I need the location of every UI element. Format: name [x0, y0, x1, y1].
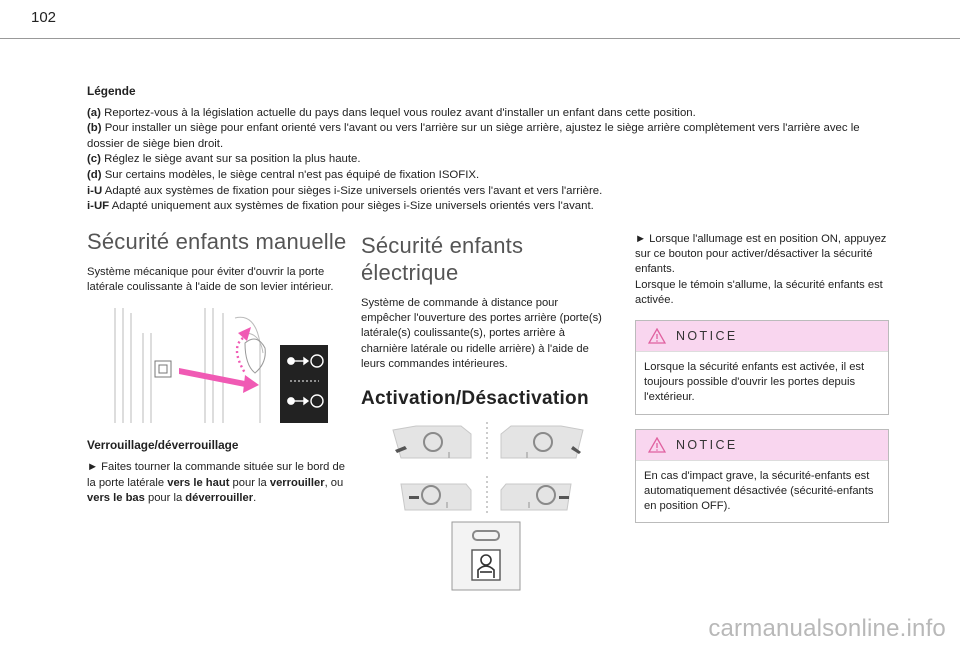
legend-row-c	[87, 152, 887, 168]
header-divider	[0, 38, 960, 39]
instr-mid2: , ou	[324, 476, 344, 489]
legend-title: Légende	[87, 84, 136, 98]
notice-header	[636, 430, 888, 461]
notice-text: Lorsque la sécurité enfants est activée, il est toujours possible d'ouvrir les portes depuis l'extérieur.	[644, 361, 865, 404]
instr-unlock: déverrouiller	[185, 491, 254, 504]
manual-lock-title: Sécurité enfants manuelle	[87, 229, 347, 254]
legend-text: Pour installer un siège pour enfant orienté vers l'avant ou vers l'arrière sur un siège arrière, ajustez le siège arrière complètement vers l'arrière avec le dossier de siège bien droit.	[87, 122, 860, 150]
electric-lock-title	[361, 232, 606, 286]
electric-title-line1: Sécurité enfants	[361, 233, 524, 258]
legend-text: Reportez-vous à la législation actuelle du pays dans lequel vous roulez avant d'installer un enfant dans cette position.	[100, 106, 696, 119]
button-instruction: ► Lorsque l'allumage est en position ON, appuyez sur ce bouton pour activer/désactiver la sécurité enfants.	[635, 233, 887, 276]
legend-text: Réglez le siège avant sur sa position la plus haute.	[100, 153, 361, 166]
legend-row-b	[87, 121, 887, 152]
instr-down: vers le bas	[87, 491, 145, 504]
manual-lock-intro: Système mécanique pour éviter d'ouvrir la porte latérale coulissante à l'aide de son levier intérieur.	[87, 266, 334, 294]
notice-label: NOTICE	[676, 437, 738, 452]
legend-key: (c)	[87, 153, 101, 166]
legend-key: i-UF	[87, 200, 110, 213]
legend-text: Adapté aux systèmes de fixation pour sièges i-Size universels orientés vers l'avant et vers l'arrière.	[102, 184, 603, 197]
instr-up: vers le haut	[167, 476, 230, 489]
legend-key: (a)	[87, 106, 101, 119]
instr-mid3: pour la	[144, 491, 186, 504]
warning-triangle-icon	[648, 328, 666, 344]
notice-text: En cas d'impact grave, la sécurité-enfants est automatiquement désactivée (sécurité-enfants en position OFF).	[644, 469, 874, 513]
lock-unlock-subtitle: Verrouillage/déverrouillage	[87, 438, 239, 453]
electric-title-line2: électrique	[361, 260, 459, 285]
legend-row-d	[87, 168, 887, 184]
notice-box-2	[635, 429, 889, 524]
instr-lock: verrouiller	[269, 476, 325, 489]
instr-prefix: ► Faites tourner la commande située sur le bord de la porte latérale	[87, 461, 345, 489]
legend-section	[87, 84, 887, 215]
legend-key: (b)	[87, 122, 102, 135]
lock-instruction	[87, 460, 349, 506]
notice-header	[636, 321, 888, 352]
activation-title: Activation/Désactivation	[361, 388, 589, 410]
notice-label: NOTICE	[676, 329, 738, 344]
instr-end: .	[253, 491, 257, 504]
watermark: carmanualsonline.info	[708, 615, 946, 642]
door-lock-illustration	[95, 303, 335, 428]
legend-row-iu	[87, 184, 887, 200]
indicator-note: Lorsque le témoin s'allume, la sécurité enfants est activée.	[635, 278, 883, 306]
instr-mid1: pour la	[229, 476, 270, 489]
legend-row-iuf	[87, 199, 887, 215]
warning-triangle-icon	[648, 437, 666, 453]
legend-key: (d)	[87, 168, 102, 181]
electric-lock-intro: Système de commande à distance pour empêcher l'ouverture des portes arrière (porte(s) latérale(s) coulissante(s), portes arrière à charnière latérale ou ridelle arrière) à l'aide de leurs commandes intérieures.	[361, 297, 602, 370]
manual-child-lock-section	[87, 228, 349, 506]
electric-child-lock-section	[361, 232, 606, 606]
right-column	[635, 232, 891, 523]
legend-key: i-U	[87, 184, 103, 197]
notice-box-1	[635, 320, 889, 415]
page-number: 102	[31, 9, 57, 26]
door-switch-illustration	[361, 416, 606, 606]
legend-text: Adapté uniquement aux systèmes de fixation pour sièges i-Size universels orientés vers l'avant.	[109, 200, 594, 213]
legend-text: Sur certains modèles, le siège central n'est pas équipé de fixation ISOFIX.	[101, 168, 480, 181]
legend-row-a	[87, 106, 887, 122]
